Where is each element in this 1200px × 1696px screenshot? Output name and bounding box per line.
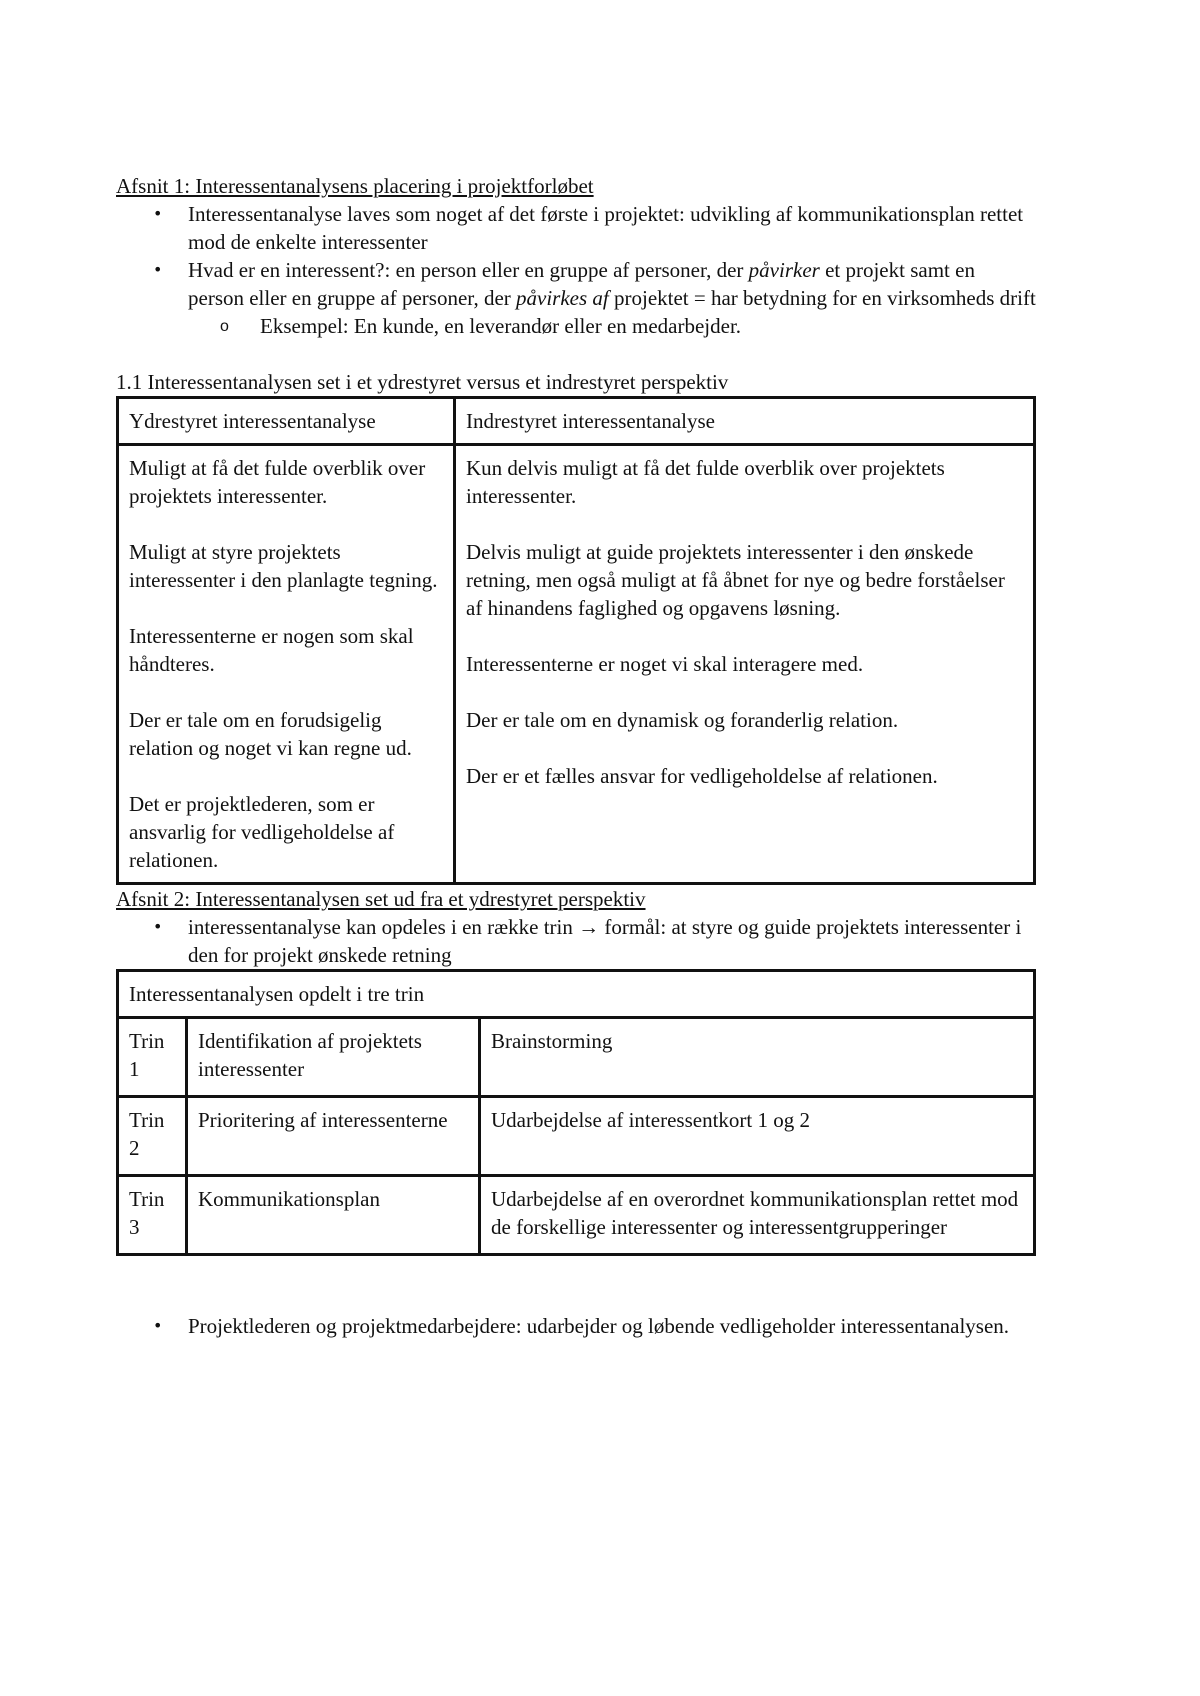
cell-paragraph: Der er tale om en dynamisk og foranderlig relation. (466, 708, 899, 732)
cell-paragraph: Der er tale om en forudsigelig relation og noget vi kan regne ud. (129, 708, 412, 760)
step-name-cell: Identifikation af projektets interessenter (187, 1018, 480, 1097)
sub-bullet-item: o Eksempel: En kunde, en leverandør eller en medarbejder. (188, 312, 1036, 340)
col2-header: Indrestyret interessentanalyse (455, 398, 1035, 445)
cell-paragraph: Interessenterne er noget vi skal interagere med. (466, 652, 864, 676)
col1-header: Ydrestyret interessentanalyse (118, 398, 455, 445)
col1-cell (118, 445, 455, 884)
bullet-text: projektet = har betydning for en virksomheds drift (608, 286, 1036, 310)
emphasis-text: påvirker (748, 258, 820, 282)
section1-heading: Afsnit 1: Interessentanalysens placering i projektforløbet (116, 174, 594, 198)
bullet-text: Hvad er en interessent?: en person eller en gruppe af personer, der (188, 258, 749, 282)
cell-paragraph: Kun delvis muligt at få det fulde overblik over projektets interessenter. (466, 456, 945, 508)
section2-bullets (116, 913, 1036, 969)
document-page (116, 172, 1036, 1340)
section1-bullets (116, 200, 1036, 340)
step-name-cell: Kommunikationsplan (187, 1176, 480, 1255)
bullet-item: • Interessentanalyse laves som noget af det første i projektet: udvikling af kommunikationsplan rettet mod de enkelte interessenter (116, 200, 1036, 256)
steps-table (116, 969, 1036, 1256)
step-cell: Trin 3 (118, 1176, 187, 1255)
comparison-table (116, 396, 1036, 885)
step-desc-cell: Udarbejdelse af en overordnet kommunikationsplan rettet mod de forskellige interessenter og interessentgrupperinger (480, 1176, 1035, 1255)
cell-paragraph: Det er projektlederen, som er ansvarlig for vedligeholdelse af relationen. (129, 792, 395, 872)
spacer (116, 1256, 1036, 1312)
final-bullets (116, 1312, 1036, 1340)
sub-bullets (188, 312, 1036, 340)
step-cell: Trin 2 (118, 1097, 187, 1176)
step-cell: Trin 1 (118, 1018, 187, 1097)
step-desc-cell: Brainstorming (480, 1018, 1035, 1097)
section1-1-heading: 1.1 Interessentanalysen set i et ydrestyret versus et indrestyret perspektiv (116, 370, 729, 394)
steps-table-title: Interessentanalysen opdelt i tre trin (118, 971, 1035, 1018)
table-row (118, 1018, 1035, 1097)
cell-paragraph: Interessenterne er nogen som skal håndteres. (129, 624, 414, 676)
bullet-text: et projekt samt en person eller en gruppe af personer, der (188, 258, 975, 310)
emphasis-text: påvirkes af (516, 286, 609, 310)
col2-cell (455, 445, 1035, 884)
bullet-item: • interessentanalyse kan opdeles i en række trin → formål: at styre og guide projektets interessenter i den for projekt ønskede retning (116, 913, 1036, 969)
table-row (118, 1097, 1035, 1176)
section2-heading: Afsnit 2: Interessentanalysen set ud fra et ydrestyret perspektiv (116, 887, 646, 911)
cell-paragraph: Muligt at få det fulde overblik over projektets interessenter. (129, 456, 426, 508)
cell-paragraph: Der er et fælles ansvar for vedligeholdelse af relationen. (466, 764, 938, 788)
cell-paragraph: Muligt at styre projektets interessenter i den planlagte tegning. (129, 540, 438, 592)
bullet-item: • Projektlederen og projektmedarbejdere: udarbejder og løbende vedligeholder interessentanalysen. (116, 1312, 1036, 1340)
step-desc-cell: Udarbejdelse af interessentkort 1 og 2 (480, 1097, 1035, 1176)
cell-paragraph: Delvis muligt at guide projektets interessenter i den ønskede retning, men også muligt at få åbnet for nye og bedre forståelser af hinandens faglighed og opgavens løsning. (466, 540, 1005, 620)
bullet-item (116, 256, 1036, 340)
table-row (118, 1176, 1035, 1255)
step-name-cell: Prioritering af interessenterne (187, 1097, 480, 1176)
